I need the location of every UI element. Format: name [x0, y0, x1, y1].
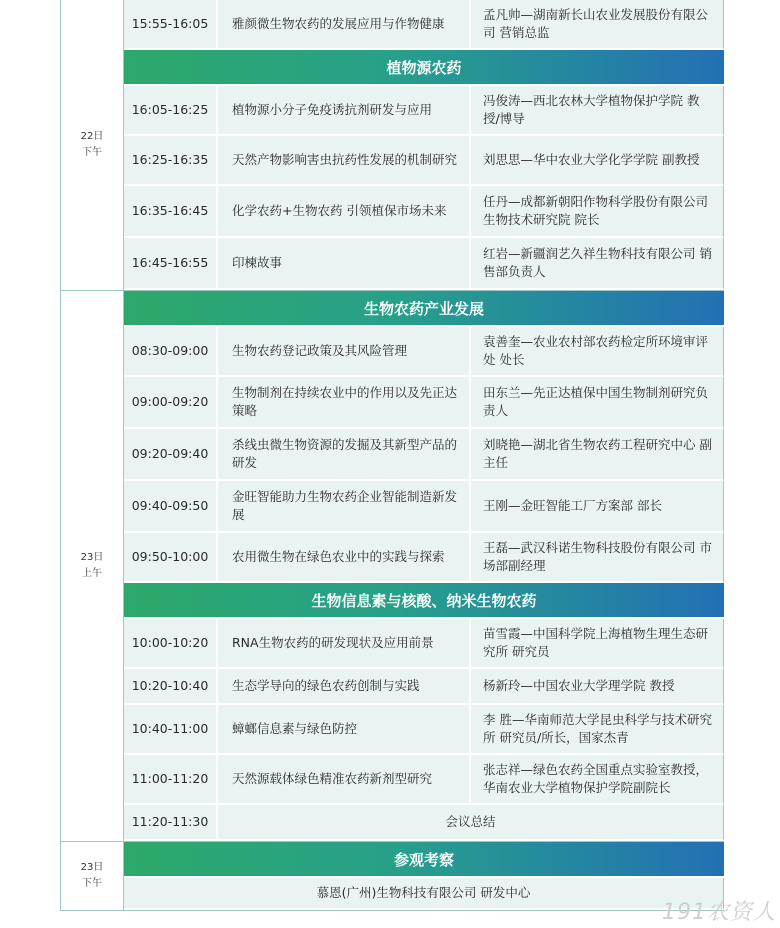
session-speaker: 王磊—武汉科诺生物科技股份有限公司 市场部副经理	[483, 540, 712, 573]
agenda-row	[124, 755, 724, 805]
session-rows	[124, 0, 724, 290]
session-speaker: 袁善奎—农业农村部农药检定所环境审评处 处长	[483, 334, 709, 367]
agenda-row	[124, 186, 724, 238]
session-time: 09:00-09:20	[124, 377, 218, 427]
day-date: 23日	[80, 862, 104, 873]
agenda-day-block	[60, 842, 724, 911]
session-speaker: 任丹—成都新朝阳作物科学股份有限公司生物技术研究院 院长	[483, 194, 709, 227]
session-time: 15:55-16:05	[124, 0, 218, 48]
session-rows	[124, 291, 724, 841]
session-summary: 会议总结	[445, 814, 496, 829]
session-time: 10:40-11:00	[124, 705, 218, 753]
session-speaker: 红岩—新疆润艺久祥生物科技有限公司 销售部负责人	[483, 246, 712, 279]
visit-location: 慕恩(广州)生物科技有限公司 研发中心	[316, 885, 531, 900]
watermark-191nongziren: 191农资人	[662, 900, 776, 925]
session-topic: RNA生物农药的研发现状及应用前景	[218, 619, 471, 667]
day-half: 上午	[82, 568, 102, 579]
session-topic: 雅颜微生物农药的发展应用与作物健康	[218, 0, 471, 48]
session-time: 16:35-16:45	[124, 186, 218, 236]
day-half: 下午	[82, 147, 102, 158]
session-topic: 金旺智能助力生物农药企业智能制造新发展	[218, 481, 471, 531]
agenda-row	[124, 805, 724, 841]
agenda-row	[124, 481, 724, 533]
session-speaker: 王刚—金旺智能工厂方案部 部长	[483, 498, 662, 513]
section-header: 植物源农药	[124, 50, 724, 86]
session-time: 09:20-09:40	[124, 429, 218, 479]
session-time: 16:05-16:25	[124, 86, 218, 134]
agenda-row	[124, 705, 724, 755]
agenda-row	[124, 0, 724, 50]
day-half: 下午	[82, 878, 102, 889]
session-topic: 天然产物影响害虫抗药性发展的机制研究	[218, 136, 471, 184]
session-time: 09:50-10:00	[124, 533, 218, 581]
agenda-row	[124, 533, 724, 583]
section-header: 生物农药产业发展	[124, 291, 724, 327]
session-time: 08:30-09:00	[124, 327, 218, 375]
session-speaker: 杨新玲—中国农业大学理学院 教授	[483, 678, 675, 693]
session-time: 09:40-09:50	[124, 481, 218, 531]
agenda-row	[124, 86, 724, 136]
session-topic: 天然源载体绿色精准农药新剂型研究	[218, 755, 471, 803]
session-topic: 印楝故事	[218, 238, 471, 288]
session-topic: 植物源小分子免疫诱抗剂研发与应用	[218, 86, 471, 134]
agenda-day-block	[60, 291, 724, 842]
agenda-row	[124, 377, 724, 429]
session-time: 16:45-16:55	[124, 238, 218, 288]
session-topic: 农用微生物在绿色农业中的实践与探索	[218, 533, 471, 581]
session-rows	[124, 842, 724, 910]
session-speaker: 李 胜—华南师范大学昆虫科学与技术研究所 研究员/所长，国家杰青	[483, 712, 712, 745]
session-topic: 生态学导向的绿色农药创制与实践	[218, 669, 471, 703]
session-time: 16:25-16:35	[124, 136, 218, 184]
session-topic: 化学农药+生物农药 引领植保市场未来	[218, 186, 471, 236]
session-topic: 蟑螂信息素与绿色防控	[218, 705, 471, 753]
agenda-row	[124, 238, 724, 290]
agenda-row	[124, 669, 724, 705]
session-time: 11:00-11:20	[124, 755, 218, 803]
session-speaker: 田东兰—先正达植保中国生物制剂研究负责人	[483, 385, 709, 418]
session-time: 11:20-11:30	[124, 805, 218, 839]
session-speaker: 刘晓艳—湖北省生物农药工程研究中心 副主任	[483, 437, 712, 470]
agenda-row	[124, 619, 724, 669]
session-speaker: 苗雪霞—中国科学院上海植物生理生态研究所 研究员	[483, 626, 709, 659]
day-cell	[60, 0, 124, 290]
day-date: 23日	[80, 552, 104, 563]
section-header: 生物信息素与核酸、纳米生物农药	[124, 583, 724, 619]
agenda-row	[124, 429, 724, 481]
session-speaker: 孟凡帅—湖南新长山农业发展股份有限公司 营销总监	[483, 7, 709, 40]
agenda-table	[60, 0, 724, 911]
agenda-row	[124, 136, 724, 186]
session-topic: 生物农药登记政策及其风险管理	[218, 327, 471, 375]
agenda-row	[124, 327, 724, 377]
session-speaker: 张志祥—绿色农药全国重点实验室教授，华南农业大学植物保护学院副院长	[483, 762, 709, 795]
day-cell	[60, 842, 124, 910]
session-speaker: 冯俊涛—西北农林大学植物保护学院 教授/博导	[483, 93, 700, 126]
day-date: 22日	[80, 131, 104, 142]
session-topic: 生物制剂在持续农业中的作用以及先正达策略	[218, 377, 471, 427]
session-time: 10:00-10:20	[124, 619, 218, 667]
session-speaker: 刘思思—华中农业大学化学学院 副教授	[483, 152, 700, 167]
session-time: 10:20-10:40	[124, 669, 218, 703]
session-topic: 杀线虫微生物资源的发掘及其新型产品的研发	[218, 429, 471, 479]
visit-row	[124, 878, 724, 910]
day-cell	[60, 291, 124, 841]
section-header: 参观考察	[124, 842, 724, 878]
agenda-day-block	[60, 0, 724, 291]
